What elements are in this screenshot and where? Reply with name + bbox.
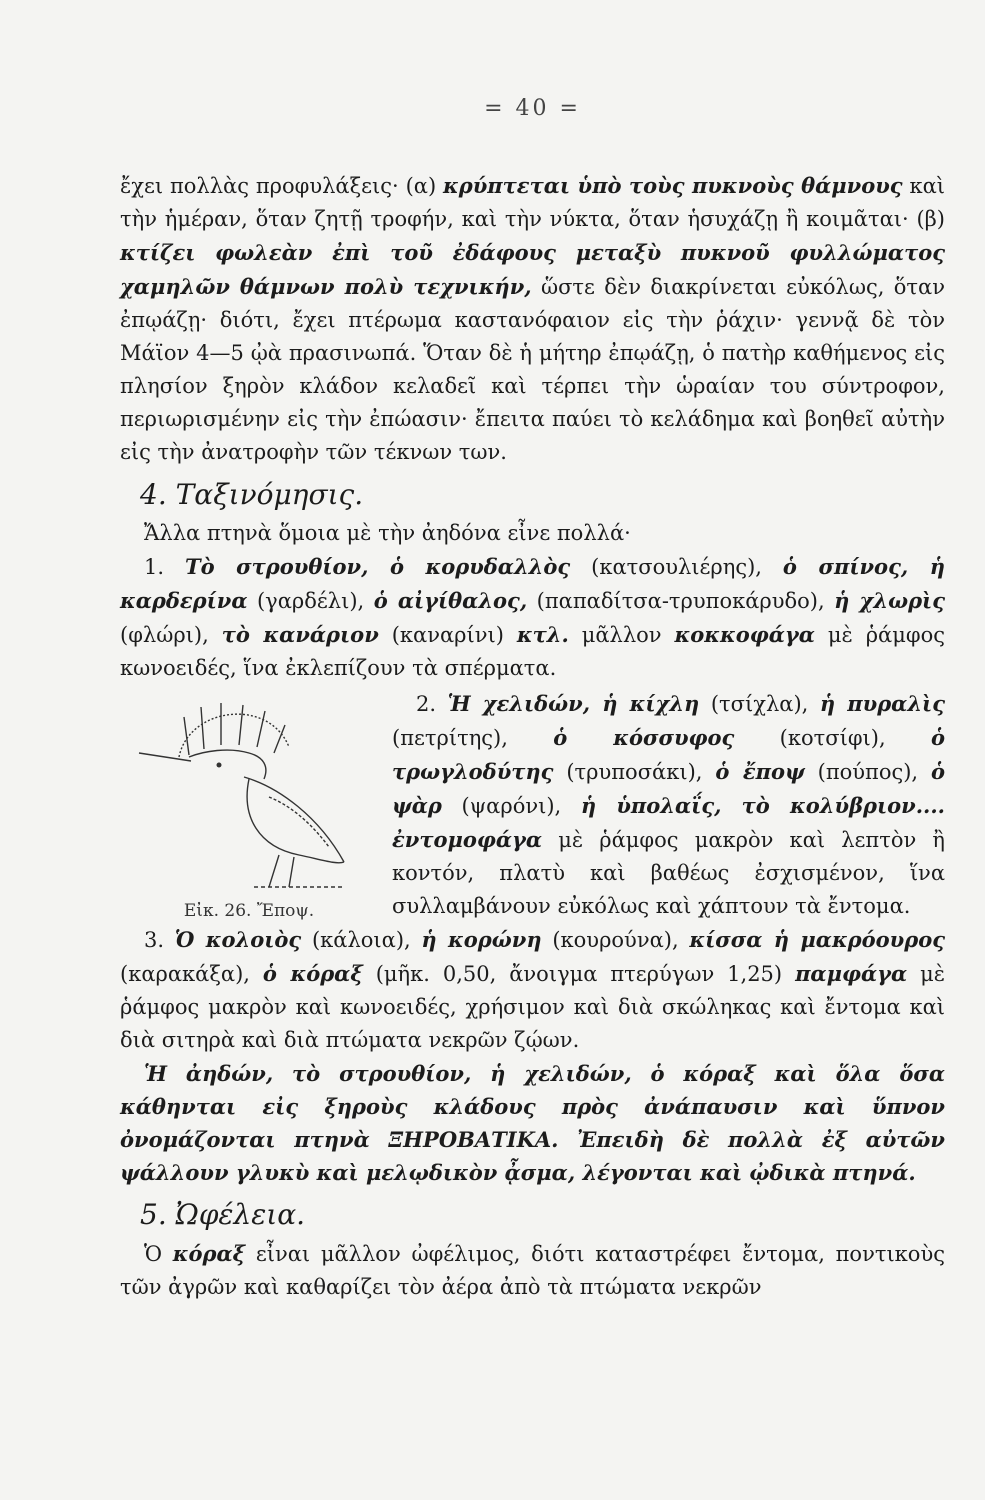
emphasis-text: ἡ ὑπολαΐς, τὸ κολύβριον.... ἐντομοφάγα [392,793,945,852]
figure-caption: Εἰκ. 26. Ἔποψ. [183,901,315,921]
figure-with-text [120,687,945,923]
text-span: (γαρδέλι), [247,589,374,613]
text-span: ὥστε δὲν διακρίνεται εὐκόλως, ὅταν ἐπῳάζῃ· διότι, ἔχει πτέρωμα καστανόφαιον εἰς τὴν ῥάχιν· γεννᾷ δὲ τὸν Μάϊον 4—5 ᾠὰ πρασινωπά. Ὅταν δὲ ἡ μήτηρ ἐπῳάζῃ, ὁ πατὴρ καθήμενος εἰς πλησίον ξηρὸν κλάδον κελαδεῖ καὶ τέρπει τὴν ὡραίαν του σύντροφον, περιωρισμένην εἰς τὴν ἐπώασιν· ἔπειτα παύει τὸ κελάδημα καὶ βοηθεῖ αὐτὴν εἰς τὴν ἀνατροφὴν τῶν τέκνων των. [120,275,945,464]
emphasis-text: κίσσα ἡ μακρόουρος [689,927,945,952]
hoopoe-illustration [129,687,369,897]
closing-paragraph: Ἡ ἀηδών, τὸ στρουθίον, ἡ χελιδών, ὁ κόραξ καὶ ὅλα ὅσα κάθηνται εἰς ξηροὺς κλάδους πρὸς ἀνάπαυσιν καὶ ὕπνον ὀνομάζονται πτηνὰ ΞΗΡΟΒΑΤΙΚΑ. Ἐπειδὴ δὲ πολλὰ ἐξ αὐτῶν ψάλλουν γλυκὺ καὶ μελῳδικὸν ᾆσμα, λέγονται καὶ ᾠδικὰ πτηνά. [120,1061,945,1185]
text-span: (καρακάξα), [120,962,263,986]
text-span: καὶ τὴν ἡμέραν, ὅταν ζητῇ τροφήν, καὶ τὴν νύκτα, ὅταν ἡσυχάζῃ ἢ κοιμᾶται· (β) [120,174,946,231]
emphasis-text: Ὁ κολοιὸς [174,927,302,952]
section-heading-classification: 4. Ταξινόμησις. [140,478,364,511]
emphasis-text: κτίζει φωλεὰν ἐπὶ τοῦ ἐδάφους μεταξὺ πυκνοῦ φυλλώματος χαμηλῶν θάμνων πολὺ τεχνικήν, [120,240,945,299]
text-span: (φλώρι), [120,623,222,647]
text-span: (τσίχλα), [699,692,820,716]
emphasis-text: ὁ σπίνος, ἡ καρδερίνα [120,554,945,613]
text-span: (κάλοια), [301,928,422,952]
figure-side-text [392,687,945,923]
text-span: εἶναι μᾶλλον ὠφέλιμος, διότι καταστρέφει ἔντομα, ποντικοὺς τῶν ἀγρῶν καὶ καθαρίζει τὸν ἀέρα ἀπὸ τὰ πτώματα νεκρῶν [120,1242,945,1299]
text-span: 1. [144,555,185,579]
emphasis-text: ὁ αἰγίθαλος, [373,588,528,613]
text-span: (τρυποσάκι), [553,760,716,784]
emphasis-text: παμφάγα [795,961,908,986]
text-span: 3. [144,928,175,952]
emphasis-text: ἡ πυραλὶς [819,691,945,716]
emphasis-text: κοκκοφάγα [674,622,815,647]
emphasis-text: ὁ κόραξ [262,961,363,986]
text-span: μὲ ῥάμφος μακρὸν καὶ λεπτὸν ἢ κοντόν, πλατὺ καὶ βαθέως ἐσχισμένον, ἵνα συλλαμβάνουν εὐκόλως καὶ χάπτουν τὰ ἔντομα. [392,828,945,918]
emphasis-text: κτλ. [516,622,569,647]
hoopoe-figure [120,687,378,923]
benefit-paragraph [120,1237,945,1304]
classification-intro: Ἄλλα πτηνὰ ὅμοια μὲ τὴν ἀηδόνα εἶνε πολλά· [144,521,631,545]
text-span: (κοτσίφι), [734,726,931,750]
list-item-omnivores [120,923,945,1057]
section-heading-benefit: 5. Ὠφέλεια. [140,1198,306,1231]
list-item-insectivores [392,687,945,923]
text-span: Ὁ [144,1242,173,1266]
text-span: (μῆκ. 0,50, ἄνοιγμα πτερύγων 1,25) [362,962,796,986]
text-span: (κουρούνα), [541,928,690,952]
emphasis-text: ὁ τρωγλοδύτης [392,725,945,784]
emphasis-text: ἡ κορώνη [421,927,542,952]
text-span: (παπαδίτσα-τρυποκάρυδο), [527,589,835,613]
page-number: = 40 = [484,96,581,121]
emphasis-text: ὁ ψὰρ [392,759,945,818]
text-span: μὲ ῥάμφος κωνοειδές, ἵνα ἐκλεπίζουν τὰ σπέρματα. [120,623,945,680]
emphasis-text: κρύπτεται ὑπὸ τοὺς πυκνοὺς θάμνους [443,173,903,198]
text-span: μὲ ῥάμφος μακρὸν καὶ κωνοειδές, χρήσιμον καὶ διὰ σκώληκας καὶ ἔντομα καὶ διὰ σιτηρὰ καὶ διὰ πτώματα νεκρῶν ζῴων. [120,962,946,1052]
text-span: 2. [416,692,448,716]
emphasis-text: ὁ κόσσυφος [553,725,735,750]
text-span: μᾶλλον [568,623,675,647]
text-span: (καναρίνι) [378,623,517,647]
text-span: ἔχει πολλὰς προφυλάξεις· (α) [120,174,444,198]
emphasis-text: ἡ χλωρὶς [834,588,945,613]
emphasis-text: ὁ ἔποψ [715,759,805,784]
text-span: (ψαρόνι), [441,794,581,818]
list-item-granivores [120,550,945,685]
paragraph-nesting [120,169,945,469]
emphasis-text: Ἡ χελιδών, ἡ κίχλη [447,691,700,716]
emphasis-text: Τὸ στρουθίον, ὁ κορυδαλλὸς [184,554,571,579]
text-span: (πούπος), [804,760,931,784]
emphasis-text: τὸ κανάριον [221,622,379,647]
text-span: (κατσουλιέρης), [570,555,783,579]
emphasis-text: κόραξ [172,1241,246,1266]
text-span: (πετρίτης), [392,726,554,750]
